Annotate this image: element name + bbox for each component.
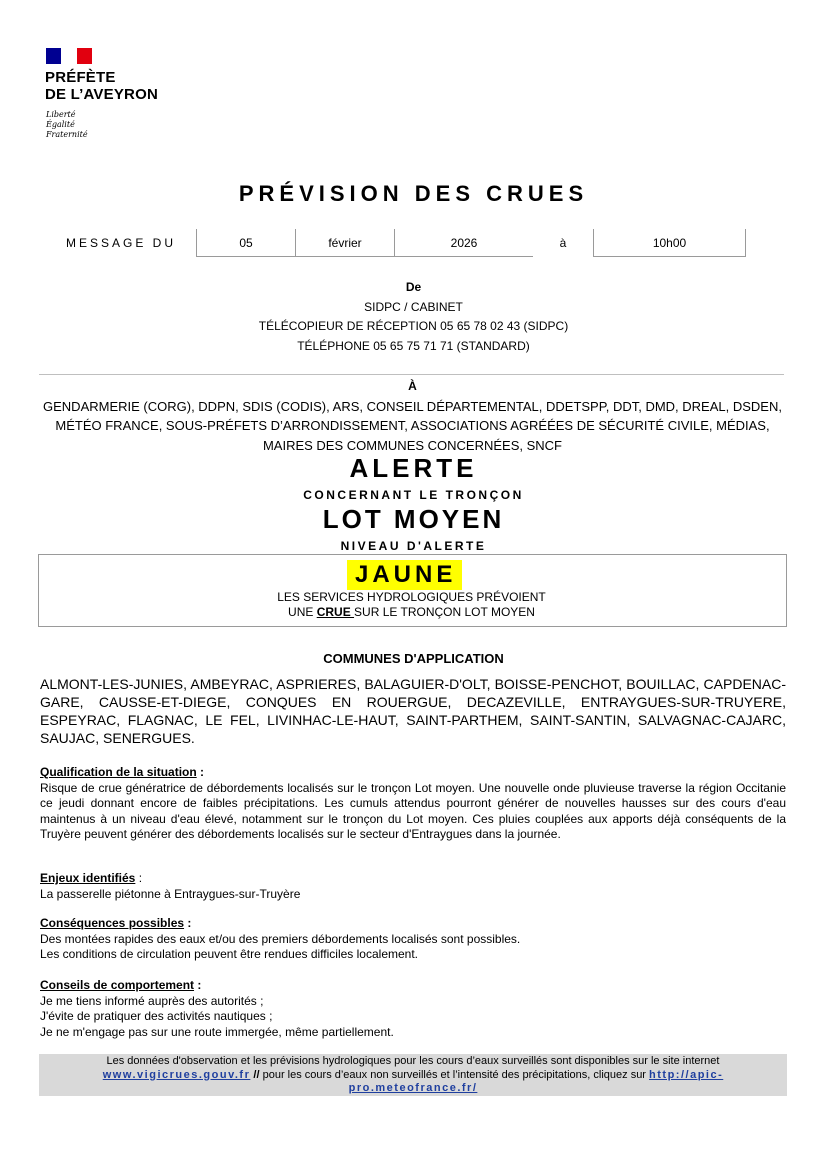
- alert-heading: ALERTE: [349, 453, 478, 483]
- footer-line-3: [39, 1082, 787, 1096]
- alert-level-label: NIVEAU D'ALERTE: [340, 539, 487, 553]
- authority-line-2: DE L’AVEYRON: [45, 86, 158, 103]
- section-label: CONCERNANT LE TRONÇON: [303, 488, 524, 502]
- consequences-suffix: :: [184, 916, 192, 930]
- flag-red: [77, 48, 92, 64]
- sender-name: SIDPC / CABINET: [364, 299, 463, 314]
- conseils-suffix: :: [194, 978, 202, 992]
- enjeux-suffix: :: [135, 871, 143, 885]
- message-at: à: [559, 236, 567, 250]
- conseils-line: J'évite de pratiquer des activités nautiques ;: [40, 1009, 273, 1023]
- message-year: 2026: [394, 229, 533, 257]
- motto-egalite: Égalité: [46, 120, 75, 129]
- alert-description-line-2: [38, 605, 785, 620]
- message-day: 05: [196, 229, 295, 257]
- apic-link-part-1[interactable]: http://apic-: [649, 1068, 724, 1081]
- flag-blue: [46, 48, 61, 64]
- alert-text-prefix: UNE: [288, 605, 317, 619]
- qualification-title: Qualification de la situation: [40, 765, 197, 779]
- enjeux-heading: [40, 871, 786, 887]
- recipients-label: À: [408, 379, 417, 393]
- footer-separator: //: [250, 1068, 260, 1081]
- qualification-suffix: :: [196, 765, 205, 779]
- footer-middle-text: pour les cours d’eaux non surveillés et l’intensité des précipitations, cliquez sur: [259, 1068, 650, 1081]
- apic-link-part-2[interactable]: pro.meteofrance.fr/: [348, 1082, 478, 1094]
- sender-fax: TÉLÉCOPIEUR DE RÉCEPTION 05 65 78 02 43 (SIDPC): [258, 319, 569, 333]
- enjeux-text: La passerelle piétonne à Entraygues-sur-Truyère: [40, 886, 301, 901]
- enjeux-title: Enjeux identifiés: [40, 871, 136, 885]
- authority-line-1: PRÉFÈTE: [45, 69, 116, 86]
- qualification-section: [40, 765, 786, 843]
- footer-line-2: [39, 1069, 787, 1083]
- divider: [39, 374, 784, 375]
- sender-block: [0, 278, 827, 356]
- motto-liberte: Liberté: [46, 110, 76, 119]
- sender-label: De: [405, 280, 422, 294]
- recipients-block: [40, 377, 785, 455]
- consequences-section: [40, 916, 786, 963]
- document-title: PRÉVISION DES CRUES: [238, 181, 589, 206]
- communes-title: COMMUNES D'APPLICATION: [323, 651, 504, 666]
- alert-description: [38, 590, 785, 620]
- recipients-list: GENDARMERIE (CORG), DDPN, SDIS (CODIS), ARS, CONSEIL DÉPARTEMENTAL, DDETSPP, DDT, DMD, DREAL, DSDEN, MÉTÉO FRANCE, SOUS-PRÉFETS D’ARRONDISSEMENT, ASSOCIATIONS AGRÉÉES DE SÉCURITÉ CIVILE, MÉDIAS, MAIRES DES COMMUNES CONCERNÉES, SNCF: [43, 398, 782, 453]
- enjeux-section: [40, 871, 786, 902]
- consequences-line: Des montées rapides des eaux et/ou des premiers débordements localisés sont possibles.: [40, 931, 521, 946]
- consequences-heading: [40, 916, 786, 932]
- conseils-heading: [40, 978, 786, 994]
- conseils-line: Je me tiens informé auprès des autorités ;: [40, 993, 264, 1008]
- qualification-heading: [40, 765, 786, 781]
- alert-level-badge: JAUNE: [347, 560, 462, 590]
- message-label: MESSAGE DU: [66, 236, 177, 250]
- alert-text-suffix: SUR LE TRONÇON LOT MOYEN: [354, 605, 535, 619]
- consequences-title: Conséquences possibles: [40, 916, 185, 930]
- section-name: LOT MOYEN: [322, 504, 505, 534]
- republic-motto: [46, 110, 88, 140]
- qualification-text: Risque de crue génératrice de débordements localisés sur le tronçon Lot moyen. Une nouvelle onde pluvieuse traverse la région Occitanie ce jeudi donnant encore de faibles précipitations. Les cumuls attendus pourront générer de nouvelles hausses sur des cours d'eau maintenus à un niveau d'eau élevé, notamment sur le tronçon du Lot moyen. Ces pluies couplées aux apports déjà conséquents de la Truyère peuvent générer des débordements localisés sur le secteur d'Entraygues dans la journée.: [40, 780, 786, 841]
- vigicrues-link[interactable]: www.vigicrues.gouv.fr: [102, 1068, 251, 1081]
- conseils-line: Je ne m'engage pas sur une route immergée, même partiellement.: [40, 1024, 394, 1039]
- message-time: 10h00: [593, 229, 746, 257]
- footer-line-1: Les données d'observation et les prévisions hydrologiques pour les cours d’eaux surveillés sont disponibles sur le site internet: [106, 1055, 720, 1067]
- flag-white: [61, 48, 76, 64]
- consequences-line: Les conditions de circulation peuvent être rendues difficiles localement.: [40, 947, 418, 961]
- conseils-section: [40, 978, 786, 1040]
- conseils-title: Conseils de comportement: [40, 978, 195, 992]
- french-flag-logo: [46, 48, 92, 64]
- footer-info: [39, 1054, 787, 1096]
- communes-list: ALMONT-LES-JUNIES, AMBEYRAC, ASPRIERES, BALAGUIER-D'OLT, BOISSE-PENCHOT, BOUILLAC, CAPDENAC-GARE, CAUSSE-ET-DIEGE, CONQUES EN ROUERGUE, DECAZEVILLE, ENTRAYGUES-SUR-TRUYERE, ESPEYRAC, FLAGNAC, LE FEL, LIVINHAC-LE-HAUT, SAINT-PARTHEM, SAINT-SANTIN, SALVAGNAC-CAJARC, SAUJAC, SENERGUES.: [40, 676, 786, 746]
- message-month: février: [295, 229, 394, 257]
- authority-name: [45, 69, 158, 103]
- alert-text-crue: CRUE: [316, 605, 355, 619]
- sender-phone: TÉLÉPHONE 05 65 75 71 71 (STANDARD): [297, 338, 530, 353]
- message-date-row: [66, 229, 746, 257]
- motto-fraternite: Fraternité: [46, 130, 88, 139]
- alert-description-line-1: LES SERVICES HYDROLOGIQUES PRÉVOIENT: [277, 590, 546, 604]
